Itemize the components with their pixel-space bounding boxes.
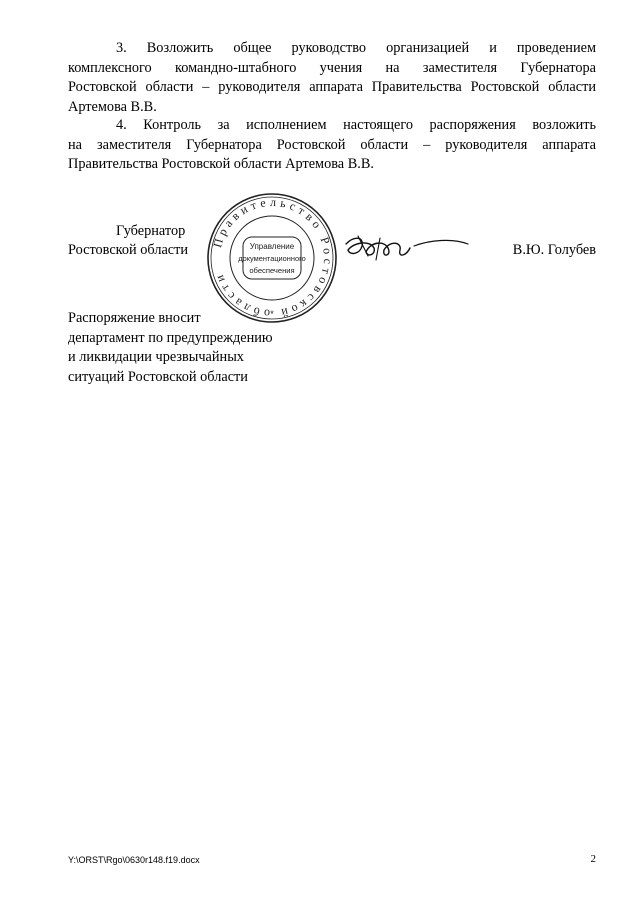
handwritten-signature	[340, 226, 472, 266]
paragraph-4-line-3: Правительства Ростовской области Артемова В.В.	[68, 156, 374, 173]
seal-inner-line-1: Управление	[249, 242, 295, 251]
footer-file-path: Y:\ORST\Rgo\0630r148.f19.docx	[68, 855, 200, 865]
submitted-by-line-3: и ликвидации чрезвычайных	[68, 349, 244, 366]
signatory-title: Губернатор	[116, 223, 186, 239]
signatory-name: В.Ю. Голубев	[512, 242, 596, 258]
paragraph-3	[68, 39, 596, 117]
paragraph-4-line-2: на заместителя Губернатора Ростовской области – руководителя аппарата	[68, 136, 596, 153]
paragraph-3-line-4: Артемова В.В.	[68, 98, 157, 115]
seal-star: *	[270, 309, 274, 319]
footer-page-number: 2	[590, 853, 596, 865]
submitted-by-note	[68, 309, 273, 387]
submitted-by-line-4: ситуаций Ростовской области	[68, 368, 248, 385]
official-seal-stamp	[205, 191, 339, 325]
seal-inner-line-2: документационного	[238, 254, 306, 263]
submitted-by-line-1: Распоряжение вносит	[68, 310, 201, 326]
paragraph-3-line-1: 3. Возложить общее руководство организацией и проведением	[116, 40, 596, 56]
paragraph-3-line-3: Ростовской области – руководителя аппарата Правительства Ростовской области	[68, 79, 596, 96]
seal-outer-text: Правительство Ростовской области	[210, 194, 336, 322]
paragraph-4	[68, 116, 596, 175]
signatory-region: Ростовской области	[68, 242, 189, 258]
seal-inner-line-3: обеспечения	[249, 266, 295, 275]
paragraph-4-line-1: 4. Контроль за исполнением настоящего распоряжения возложить	[116, 117, 596, 133]
submitted-by-line-2: департамент по предупреждению	[68, 329, 273, 346]
paragraph-3-line-2: комплексного командно-штабного учения на заместителя Губернатора	[68, 59, 596, 76]
